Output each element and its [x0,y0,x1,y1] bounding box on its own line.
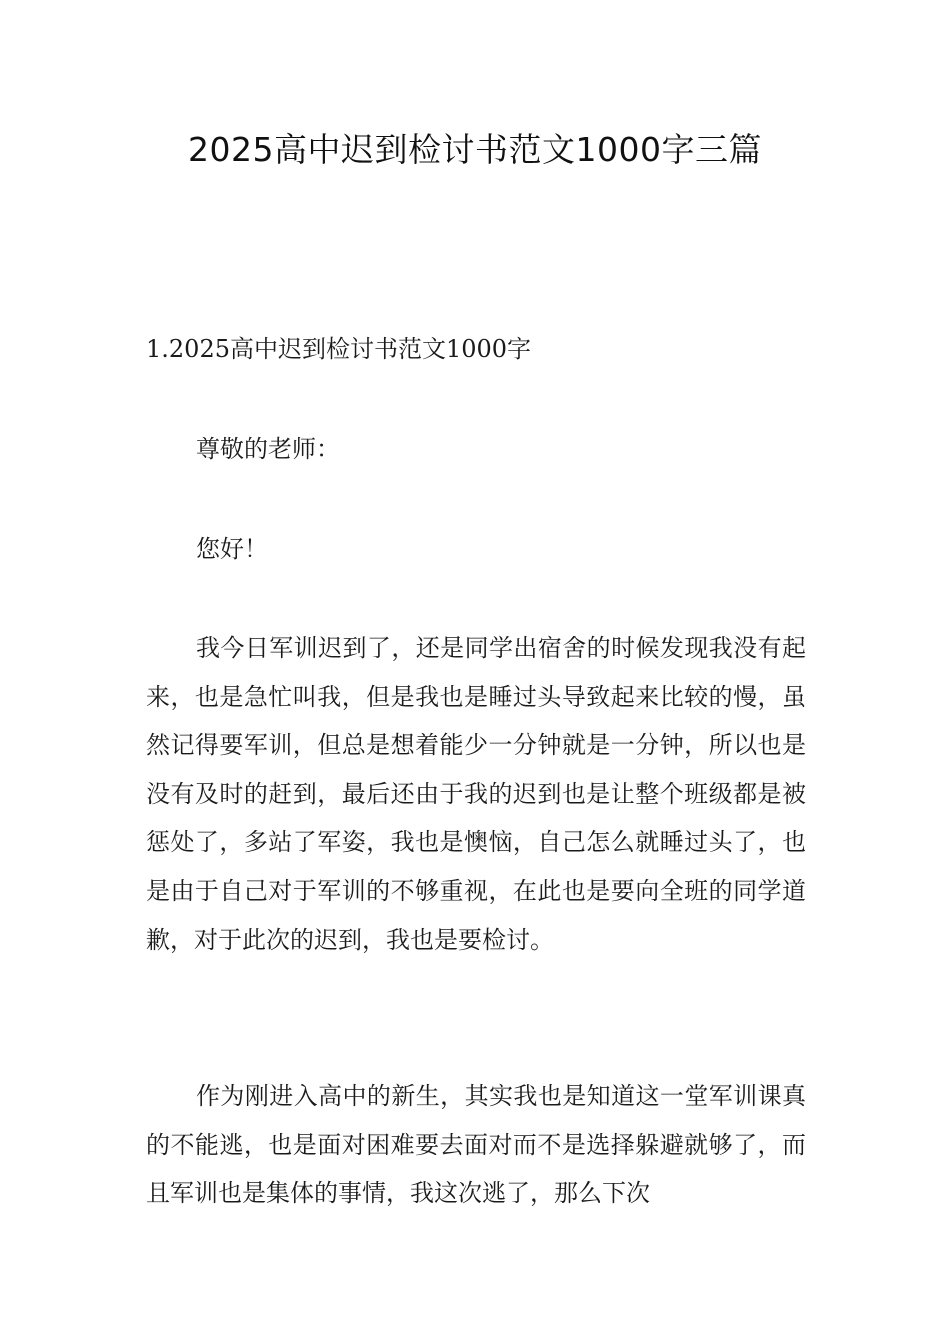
greeting: 您好！ [196,535,268,563]
section-heading: 1.2025高中迟到检讨书范文1000字 [146,335,532,363]
body-paragraph: 作为刚进入高中的新生，其实我也是知道这一堂军训课真的不能逃，也是面对困难要去面对而不是选择躲避就够了，而且军训也是集体的事情，我这次逃了，那么下次 [146,1082,806,1208]
salutation: 尊敬的老师： [196,435,340,463]
body-paragraph: 我今日军训迟到了，还是同学出宿舍的时候发现我没有起来，也是急忙叫我，但是我也是睡过头导致起来比较的慢，虽然记得要军训，但总是想着能少一分钟就是一分钟，所以也是没有及时的赶到，最后还由于我的迟到也是让整个班级都是被惩处了，多站了军姿，我也是懊恼，自己怎么就睡过头了，也是由于自己对于军训的不够重视，在此也是要向全班的同学道歉，对于此次的迟到，我也是要检讨。 [146,634,806,954]
document-title: 2025高中迟到检讨书范文1000字三篇 [188,130,762,169]
